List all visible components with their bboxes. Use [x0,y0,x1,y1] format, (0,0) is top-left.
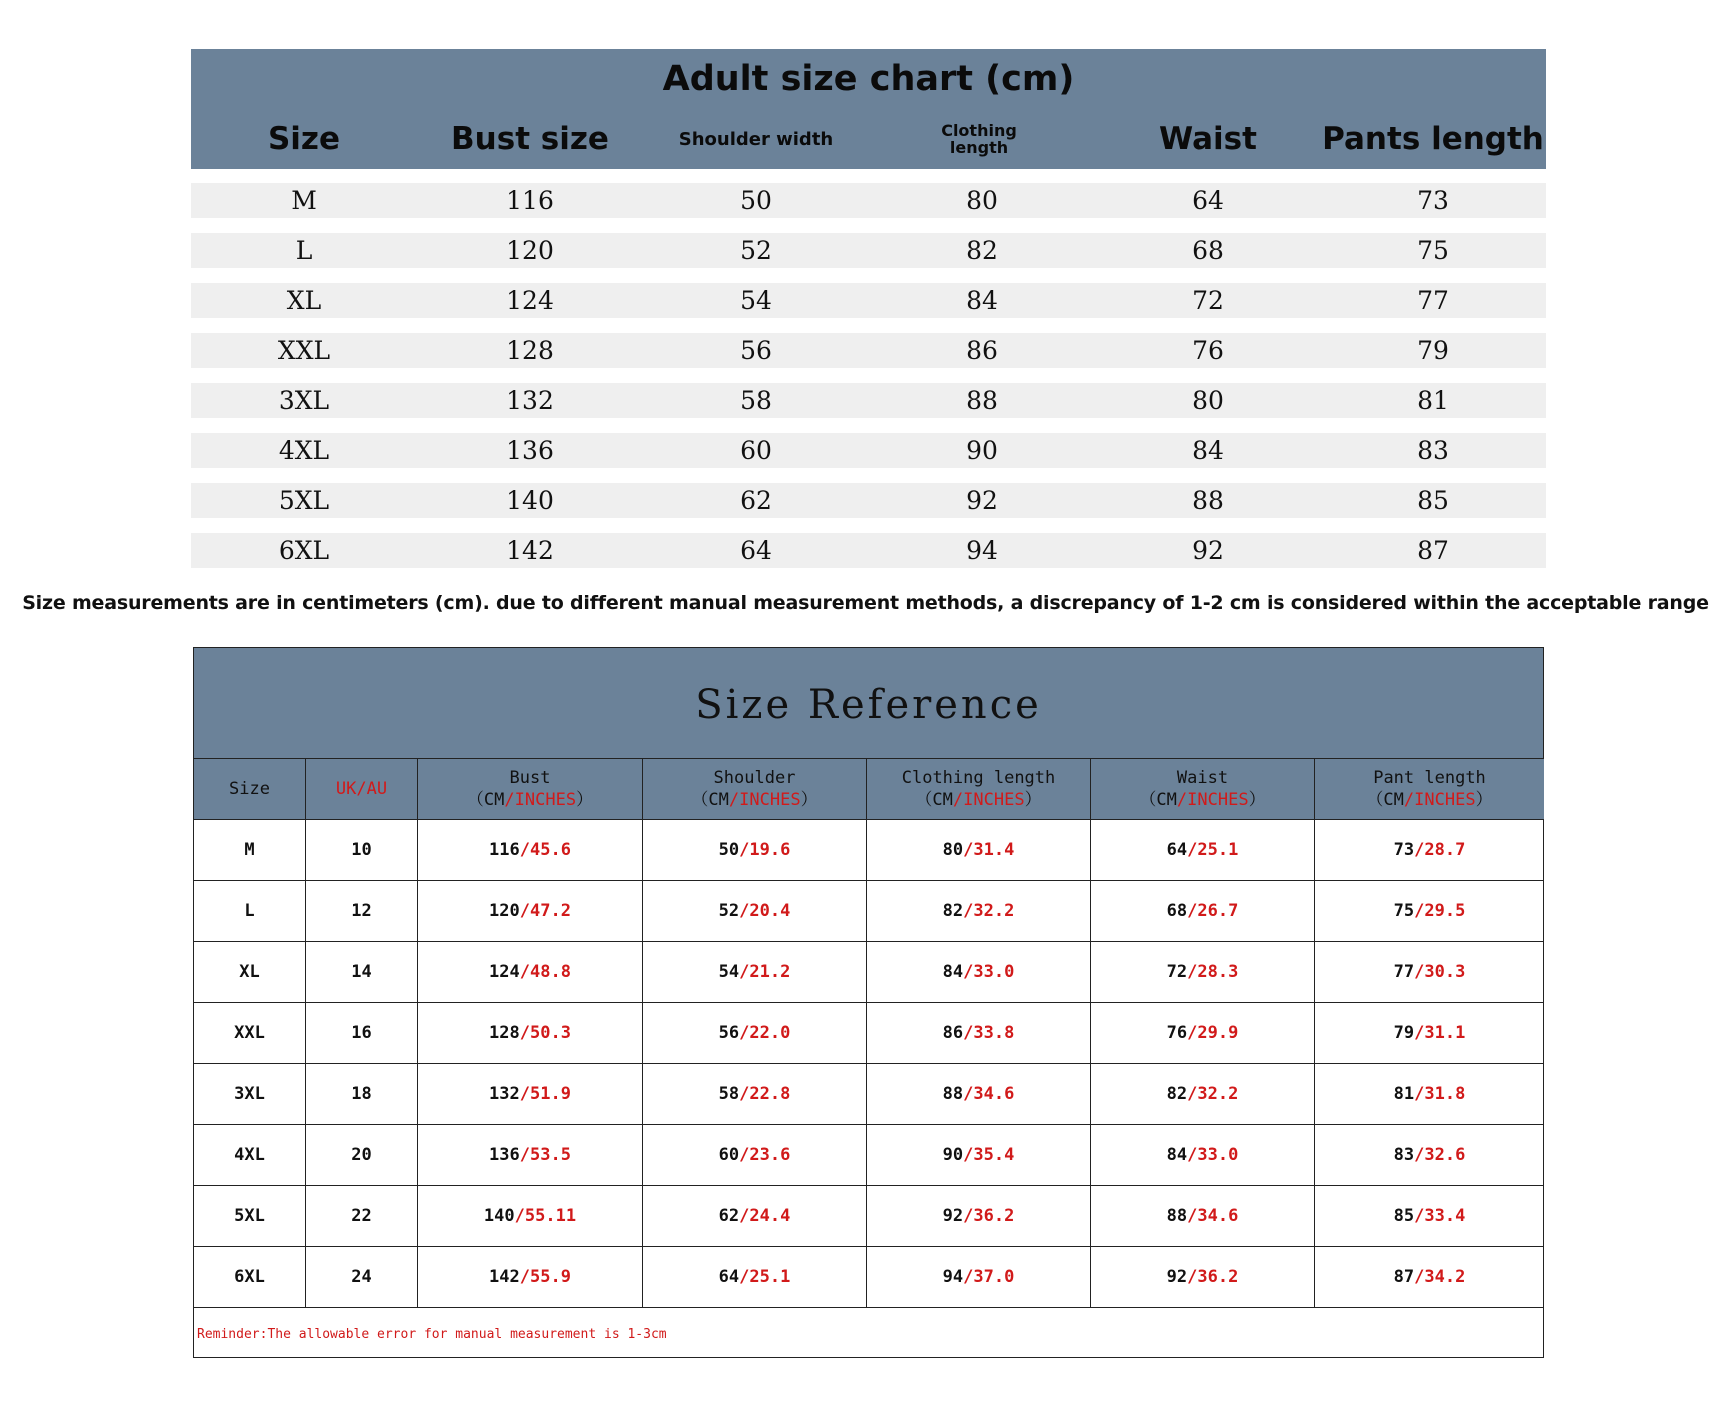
size-cell: M [291,186,317,215]
cm-value: 87 [1393,1267,1415,1287]
inch-value: 33.8 [973,1023,1015,1043]
value-cell: 75 [1417,236,1449,265]
value-cell: 88 [966,386,998,415]
value-cell: 116 [506,186,554,215]
size-cell: 5XL [194,1186,306,1246]
inch-value: 28.7 [1424,840,1466,860]
bust-cell: 142 / 55.9 [418,1247,643,1307]
inch-value: 19.6 [749,840,791,860]
value-cell: 73 [1417,186,1449,215]
column-header-label: Shoulder [713,768,796,788]
size-cell: XL [194,942,306,1002]
uk-au-cell: 24 [306,1247,418,1307]
waist-cell: 92 / 36.2 [1091,1247,1315,1307]
cm-value: 120 [489,901,520,921]
uk-au-cell: 16 [306,1003,418,1063]
waist-cell: 64 / 25.1 [1091,820,1315,880]
cm-value: 86 [942,1023,964,1043]
shoulder-cell: 64 / 25.1 [643,1247,867,1307]
header-bust-size: Bust size [451,121,609,157]
cm-value: 85 [1393,1206,1415,1226]
value-cell: 87 [1417,536,1449,565]
value-cell: 77 [1417,286,1449,315]
pant-length-cell: 77 / 30.3 [1393,962,1466,982]
size-cell: XXL [194,1003,306,1063]
value-cell: 90 [966,436,998,465]
unit-inches: INCHES [1414,790,1476,810]
inch-value: 34.6 [973,1084,1015,1104]
pant-length-cell: 73 / 28.7 [1393,840,1466,860]
cm-value: 92 [1166,1267,1188,1287]
inch-value: 25.1 [749,1267,791,1287]
table-row [194,1003,1543,1064]
inch-value: 35.4 [973,1145,1015,1165]
shoulder-cell: 58 / 22.8 [643,1064,867,1124]
inch-value: 47.2 [530,901,571,921]
cm-value: 58 [718,1084,740,1104]
inch-value: 29.9 [1197,1023,1239,1043]
value-cell: 80 [966,186,998,215]
value-cell: 84 [1192,436,1224,465]
pant-length-cell: 85 / 33.4 [1393,1206,1466,1226]
inch-value: 31.8 [1424,1084,1466,1104]
inch-value: 55.11 [524,1206,577,1226]
table-row [194,820,1543,881]
cm-value: 128 [489,1023,520,1043]
inch-value: 37.0 [973,1267,1015,1287]
waist-cell: 82 / 32.2 [1091,1064,1315,1124]
column-header [643,759,867,820]
value-cell: 85 [1417,486,1449,515]
value-cell: 72 [1192,286,1224,315]
cm-value: 80 [942,840,964,860]
value-cell: 88 [1192,486,1224,515]
inch-value: 45.6 [530,840,571,860]
table-row [191,433,1546,468]
uk-au-cell: 10 [306,820,418,880]
size-cell: 3XL [278,386,330,415]
value-cell: 83 [1417,436,1449,465]
size-cell: L [194,881,306,941]
cm-value: 90 [942,1145,964,1165]
pant-length-cell: 87 / 34.2 [1393,1267,1466,1287]
inch-value: 29.5 [1424,901,1466,921]
clothing-length-cell: 86 / 33.8 [867,1003,1091,1063]
table-row [191,383,1546,418]
column-header-label: UK/AU [335,779,388,799]
waist-cell: 84 / 33.0 [1091,1125,1315,1185]
value-cell: 92 [966,486,998,515]
cm-value: 73 [1393,840,1415,860]
value-cell: 76 [1192,336,1224,365]
inch-value: 31.1 [1424,1023,1466,1043]
shoulder-cell: 62 / 24.4 [643,1186,867,1246]
value-cell: 60 [740,436,772,465]
waist-cell: 72 / 28.3 [1091,942,1315,1002]
column-header-units: （CM/INCHES） [1366,790,1493,810]
inch-value: 26.7 [1197,901,1239,921]
inch-value: 22.8 [749,1084,791,1104]
table-row [191,183,1546,218]
cm-value: 94 [942,1267,964,1287]
column-header-units: （CM/INCHES） [1139,790,1266,810]
unit-cm: CM [932,790,953,810]
value-cell: 81 [1417,386,1449,415]
table-row [194,1064,1543,1125]
clothing-length-cell: 84 / 33.0 [867,942,1091,1002]
bust-cell: 132 / 51.9 [418,1064,643,1124]
column-header-units: （CM/INCHES） [691,790,818,810]
value-cell: 142 [506,536,554,565]
reference-chart-title: Size Reference [695,682,1042,728]
inch-value: 36.2 [973,1206,1015,1226]
column-header [1091,759,1315,820]
cm-value: 52 [718,901,740,921]
cm-value: 54 [718,962,740,982]
bust-cell: 120 / 47.2 [418,881,643,941]
value-cell: 120 [506,236,554,265]
table-row [191,283,1546,318]
cm-value: 64 [718,1267,740,1287]
value-cell: 84 [966,286,998,315]
uk-au-cell: 14 [306,942,418,1002]
unit-inches: INCHES [1187,790,1249,810]
cm-value: 116 [489,840,520,860]
shoulder-cell: 52 / 20.4 [643,881,867,941]
inch-value: 53.5 [530,1145,571,1165]
value-cell: 64 [740,536,772,565]
value-cell: 62 [740,486,772,515]
column-header-units: （CM/INCHES） [466,790,594,810]
value-cell: 50 [740,186,772,215]
cm-value: 60 [718,1145,740,1165]
cm-value: 88 [942,1084,964,1104]
adult-chart-header [191,49,1546,169]
table-row [194,942,1543,1003]
cm-value: 142 [489,1267,520,1287]
size-cell: 6XL [278,536,330,565]
inch-value: 32.6 [1424,1145,1466,1165]
value-cell: 64 [1192,186,1224,215]
bust-cell: 128 / 50.3 [418,1003,643,1063]
size-cell: 5XL [278,486,330,515]
value-cell: 92 [1192,536,1224,565]
bust-cell: 124 / 48.8 [418,942,643,1002]
size-cell: M [194,820,306,880]
inch-value: 28.3 [1197,962,1239,982]
inch-value: 22.0 [749,1023,791,1043]
value-cell: 56 [740,336,772,365]
column-header [1315,759,1544,820]
cm-value: 50 [718,840,740,860]
column-header-label: Pant length [1373,768,1486,788]
bust-cell: 136 / 53.5 [418,1125,643,1185]
size-reference-chart [193,647,1544,1358]
pant-length-cell: 81 / 31.8 [1393,1084,1466,1104]
value-cell: 68 [1192,236,1224,265]
cm-value: 83 [1393,1145,1415,1165]
inch-value: 30.3 [1424,962,1466,982]
inch-value: 34.2 [1424,1267,1466,1287]
inch-value: 55.9 [530,1267,571,1287]
clothing-length-cell: 90 / 35.4 [867,1125,1091,1185]
column-header-label: Bust [509,768,551,788]
uk-au-cell: 22 [306,1186,418,1246]
inch-value: 24.4 [749,1206,791,1226]
header-waist: Waist [1159,121,1257,157]
table-row [194,1125,1543,1186]
inch-value: 32.2 [1197,1084,1239,1104]
value-cell: 94 [966,536,998,565]
pant-length-cell: 75 / 29.5 [1393,901,1466,921]
inch-value: 51.9 [530,1084,571,1104]
inch-value: 33.4 [1424,1206,1466,1226]
clothing-length-cell: 94 / 37.0 [867,1247,1091,1307]
cm-value: 88 [1166,1206,1188,1226]
value-cell: 79 [1417,336,1449,365]
uk-au-cell: 18 [306,1064,418,1124]
value-cell: 132 [506,386,554,415]
unit-cm: CM [708,790,729,810]
cm-value: 140 [483,1206,515,1226]
size-cell: 3XL [194,1064,306,1124]
inch-value: 33.0 [1197,1145,1239,1165]
clothing-length-cell: 82 / 32.2 [867,881,1091,941]
uk-au-cell: 12 [306,881,418,941]
header-clothing-length: Clothing length [941,121,1017,157]
value-cell: 80 [1192,386,1224,415]
clothing-length-cell: 92 / 36.2 [867,1186,1091,1246]
pant-length-cell: 83 / 32.6 [1393,1145,1466,1165]
uk-au-cell: 20 [306,1125,418,1185]
clothing-length-cell: 80 / 31.4 [867,820,1091,880]
size-cell: 6XL [194,1247,306,1307]
table-row [194,881,1543,942]
table-row [194,1186,1543,1247]
unit-cm: CM [1383,790,1404,810]
pant-length-cell: 79 / 31.1 [1393,1023,1466,1043]
column-header-label: Size [229,779,270,799]
inch-value: 33.0 [973,962,1015,982]
inch-value: 34.6 [1197,1206,1239,1226]
cm-value: 124 [489,962,520,982]
adult-size-chart [191,49,1546,565]
table-row [191,483,1546,518]
inch-value: 25.1 [1197,840,1239,860]
table-row [191,533,1546,568]
value-cell: 82 [966,236,998,265]
cm-value: 92 [942,1206,964,1226]
value-cell: 58 [740,386,772,415]
inch-value: 32.2 [973,901,1015,921]
value-cell: 54 [740,286,772,315]
measurement-note: Size measurements are in centimeters (cm). due to different manual measurement methods, a discrepancy of 1-2 cm is considered within the acceptable range [22,592,1709,614]
cm-value: 76 [1166,1023,1188,1043]
header-size: Size [267,121,341,157]
value-cell: 136 [506,436,554,465]
size-cell: 4XL [194,1125,306,1185]
reference-chart-header [194,648,1543,759]
size-cell: XL [286,286,322,315]
unit-cm: CM [1156,790,1177,810]
cm-value: 79 [1393,1023,1415,1043]
cm-value: 72 [1166,962,1188,982]
column-header-units: （CM/INCHES） [915,790,1042,810]
inch-value: 50.3 [530,1023,571,1043]
inch-value: 31.4 [973,840,1015,860]
size-cell: XXL [277,336,331,365]
table-row [191,233,1546,268]
waist-cell: 88 / 34.6 [1091,1186,1315,1246]
header-pants-length: Pants length [1322,121,1544,157]
inch-value: 23.6 [749,1145,791,1165]
waist-cell: 76 / 29.9 [1091,1003,1315,1063]
cm-value: 82 [942,901,964,921]
value-cell: 124 [506,286,554,315]
column-header [418,759,643,820]
cm-value: 84 [942,962,964,982]
shoulder-cell: 54 / 21.2 [643,942,867,1002]
cm-value: 75 [1393,901,1415,921]
inch-value: 21.2 [749,962,791,982]
cm-value: 132 [489,1084,520,1104]
cm-value: 68 [1166,901,1188,921]
unit-inches: INCHES [514,790,577,810]
unit-inches: INCHES [963,790,1025,810]
clothing-length-cell: 88 / 34.6 [867,1064,1091,1124]
cm-value: 82 [1166,1084,1188,1104]
column-header [867,759,1091,820]
value-cell: 52 [740,236,772,265]
inch-value: 20.4 [749,901,791,921]
inch-value: 48.8 [530,962,571,982]
adult-chart-title: Adult size chart (cm) [662,59,1075,99]
unit-inches: INCHES [739,790,801,810]
value-cell: 128 [506,336,554,365]
table-row [191,333,1546,368]
cm-value: 81 [1393,1084,1415,1104]
cm-value: 84 [1166,1145,1188,1165]
reminder-text: Reminder:The allowable error for manual measurement is 1-3cm [197,1327,667,1342]
inch-value: 36.2 [1197,1267,1239,1287]
cm-value: 64 [1166,840,1188,860]
shoulder-cell: 56 / 22.0 [643,1003,867,1063]
cm-value: 136 [489,1145,520,1165]
unit-cm: CM [483,790,505,810]
size-cell: 4XL [278,436,330,465]
waist-cell: 68 / 26.7 [1091,881,1315,941]
shoulder-cell: 50 / 19.6 [643,820,867,880]
column-header [194,759,306,820]
column-header-label: Waist [1176,768,1229,788]
header-shoulder-width: Shoulder width [678,128,834,150]
cm-value: 56 [718,1023,740,1043]
cm-value: 62 [718,1206,740,1226]
column-header [306,759,418,820]
value-cell: 140 [506,486,554,515]
value-cell: 86 [966,336,998,365]
table-row [194,1247,1543,1308]
column-header-label: Clothing length [901,768,1056,788]
shoulder-cell: 60 / 23.6 [643,1125,867,1185]
bust-cell: 116 / 45.6 [418,820,643,880]
cm-value: 77 [1393,962,1415,982]
bust-cell: 140 / 55.11 [418,1186,643,1246]
size-cell: L [295,236,313,265]
